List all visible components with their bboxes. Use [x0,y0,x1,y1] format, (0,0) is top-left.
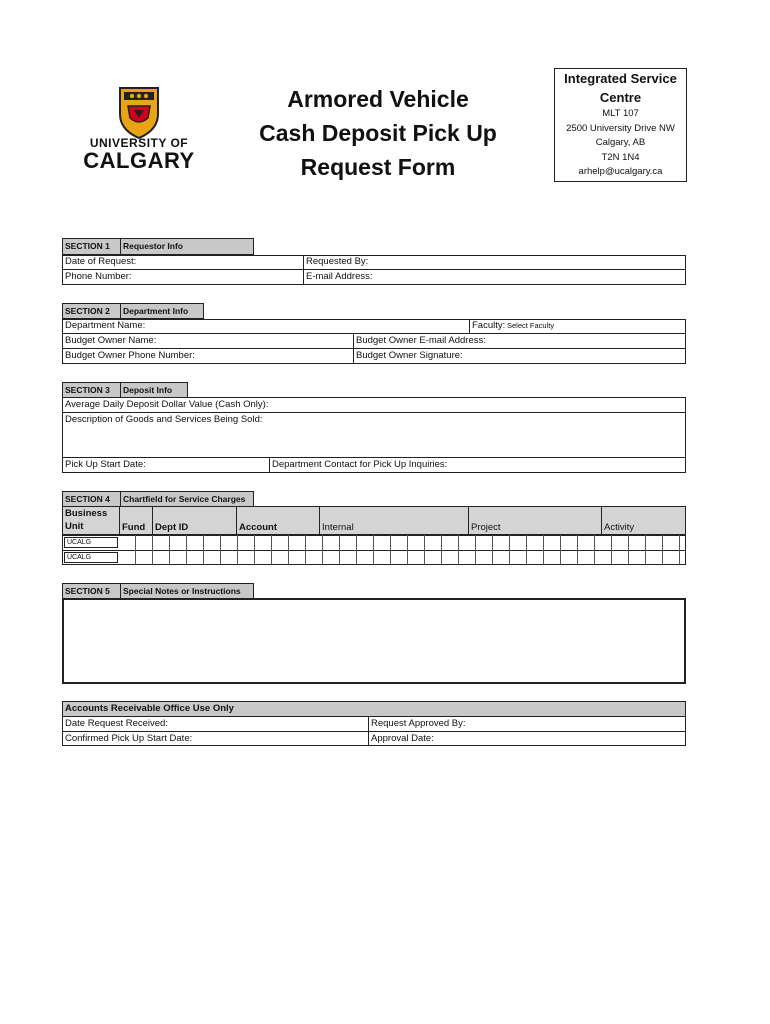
isc-line: MLT 107 [602,108,639,119]
chartfield-cells[interactable] [119,535,686,565]
section3-tab [62,382,188,398]
budget-owner-email-field[interactable]: Budget Owner E-mail Address: [356,335,486,346]
business-unit-input[interactable]: UCALG [64,537,118,548]
avg-deposit-value-field[interactable]: Average Daily Deposit Dollar Value (Cash Only): [65,399,269,410]
isc-line: 2500 University Drive NW [566,122,675,134]
approval-date-field[interactable]: Approval Date: [371,733,434,744]
section1-tab [62,238,254,255]
budget-owner-name-field[interactable]: Budget Owner Name: [65,335,157,346]
logo-line1: UNIVERSITY OF [89,136,189,150]
faculty-label: Faculty: [472,320,506,331]
section5-number: SECTION 5 [65,586,110,596]
section2-tab [62,303,204,319]
section5-tab [62,583,254,599]
section5-name: Special Notes or Instructions [123,586,241,596]
special-notes-textarea[interactable] [62,598,686,684]
section4-name: Chartfield for Service Charges [123,494,246,504]
faculty-select[interactable]: Select Faculty [507,321,555,330]
budget-owner-phone-field[interactable]: Budget Owner Phone Number: [65,350,195,361]
isc-heading1: Integrated Service [564,71,677,86]
title-line1: Armored Vehicle [287,86,469,112]
section2-number: SECTION 2 [65,306,110,316]
col-project: Project [471,522,501,533]
section4-number: SECTION 4 [65,494,110,504]
isc-heading2: Centre [599,90,642,105]
request-approved-by-field[interactable]: Request Approved By: [371,718,466,729]
university-crest-icon [78,84,200,140]
logo-line2: CALGARY [83,148,195,173]
isc-email: arhelp@ucalgary.ca [578,166,663,177]
isc-line: Calgary, AB [595,137,646,148]
description-goods-field[interactable]: Description of Goods and Services Being Sold: [65,414,263,425]
business-unit-input[interactable]: UCALG [64,552,118,563]
col-activity: Activity [604,522,635,533]
isc-line: T2N 1N4 [601,151,640,163]
date-request-received-field[interactable]: Date Request Received: [65,718,168,729]
phone-number-field[interactable]: Phone Number: [65,271,132,282]
col-account: Account [239,522,277,533]
col-fund: Fund [122,522,146,533]
section1-number: SECTION 1 [65,241,110,251]
title-line3: Request Form [300,154,456,180]
email-address-field[interactable]: E-mail Address: [306,271,373,282]
department-contact-field[interactable]: Department Contact for Pick Up Inquiries: [272,459,448,470]
title-line2: Cash Deposit Pick Up [259,120,497,146]
section3-name: Deposit Info [123,385,173,395]
date-of-request-field[interactable]: Date of Request: [65,256,137,267]
pickup-start-date-field[interactable]: Pick Up Start Date: [65,459,146,470]
confirmed-pickup-date-field[interactable]: Confirmed Pick Up Start Date: [65,733,193,744]
university-logo [78,84,200,176]
section1-name: Requestor Info [123,241,183,251]
page-title [240,82,516,184]
col-dept-id: Dept ID [155,522,189,533]
section4-tab [62,491,254,507]
office-use-heading: Accounts Receivable Office Use Only [65,703,234,714]
section2-name: Department Info [123,306,189,316]
budget-owner-signature-field[interactable]: Budget Owner Signature: [356,350,463,361]
isc-contact-box [554,68,687,182]
col-unit: Unit [65,521,84,532]
col-business: Business [65,508,108,519]
col-internal: Internal [322,522,354,533]
section3-number: SECTION 3 [65,385,110,395]
department-name-field[interactable]: Department Name: [65,320,146,331]
requested-by-field[interactable]: Requested By: [306,256,369,267]
